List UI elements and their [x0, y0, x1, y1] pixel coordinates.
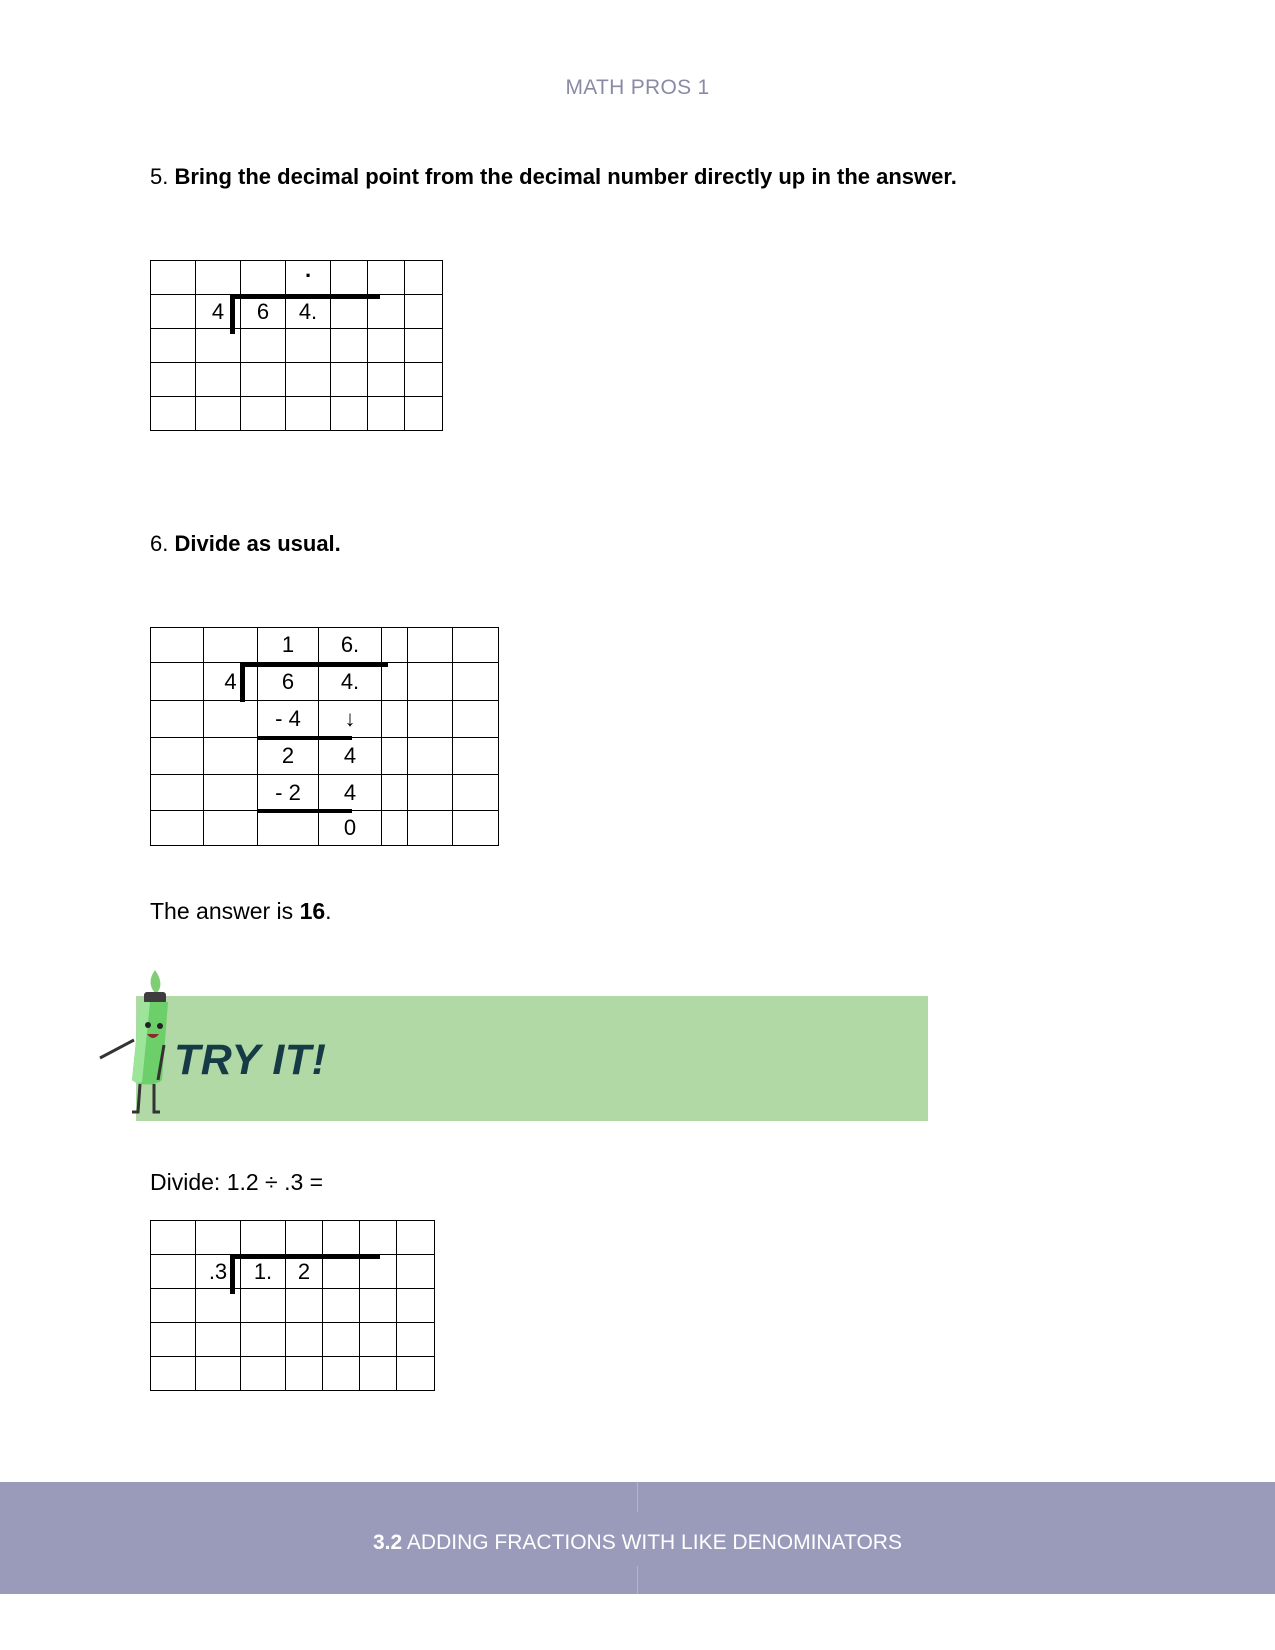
division-bracket-top	[240, 662, 388, 667]
subtract-2: - 2	[258, 775, 319, 811]
footer-divider-bottom	[637, 1566, 638, 1594]
footer-title	[0, 1531, 1275, 1555]
divisor: .3	[196, 1255, 241, 1289]
answer-prefix: The answer is	[150, 898, 300, 924]
divisor: 4	[204, 663, 258, 701]
dividend-digit-1: 6	[258, 663, 319, 701]
step-5-number: 5.	[150, 164, 169, 189]
footer-section-title: ADDING FRACTIONS WITH LIKE DENOMINATORS	[406, 1531, 902, 1554]
quotient-decimal-point: .	[304, 256, 312, 282]
subtract-2-digit-2: 4	[319, 775, 382, 811]
division-bracket-top	[230, 294, 380, 299]
try-it-grid	[150, 1220, 435, 1391]
divisor: 4	[196, 295, 241, 329]
division-bracket-top	[230, 1254, 380, 1259]
step-6-heading	[150, 531, 341, 557]
step-5-grid	[150, 256, 443, 431]
remainder-1-digit-1: 2	[258, 738, 319, 775]
try-it-problem: Divide: 1.2 ÷ .3 =	[150, 1169, 324, 1195]
dividend-digit-1: 1.	[241, 1255, 286, 1289]
answer-value: 16	[299, 898, 326, 924]
division-bracket-side	[230, 294, 235, 334]
division-bracket-side	[240, 662, 245, 702]
step-5-text: Bring the decimal point from the decimal number directly up in the answer.	[174, 164, 957, 189]
highlighter-mascot-icon	[92, 970, 172, 1120]
dividend-digit-2: 4.	[319, 663, 382, 701]
bring-down-arrow: ↓	[319, 701, 382, 738]
answer-suffix: .	[325, 898, 332, 924]
dividend-digit-1: 6	[241, 295, 286, 329]
step-5-heading	[150, 164, 957, 190]
quotient-digit-2: 6.	[319, 628, 382, 663]
subtraction-line-2	[257, 809, 352, 813]
dividend-digit-2: 4.	[286, 295, 331, 329]
step-6-number: 6.	[150, 531, 169, 556]
step-6-text: Divide as usual.	[174, 531, 341, 556]
footer-divider-top	[637, 1482, 638, 1512]
answer-text	[150, 898, 332, 925]
quotient-digit-1: 1	[258, 628, 319, 663]
remainder-1-digit-2: 4	[319, 738, 382, 775]
dividend-digit-2: 2	[286, 1255, 323, 1289]
division-bracket-side	[230, 1254, 235, 1294]
page-header: MATH PROS 1	[565, 76, 710, 99]
final-remainder: 0	[319, 811, 382, 846]
try-it-title: TRY IT!	[174, 1036, 327, 1084]
footer-section-number: 3.2	[373, 1531, 403, 1554]
subtract-1: - 4	[258, 701, 319, 738]
subtraction-line-1	[257, 736, 352, 740]
